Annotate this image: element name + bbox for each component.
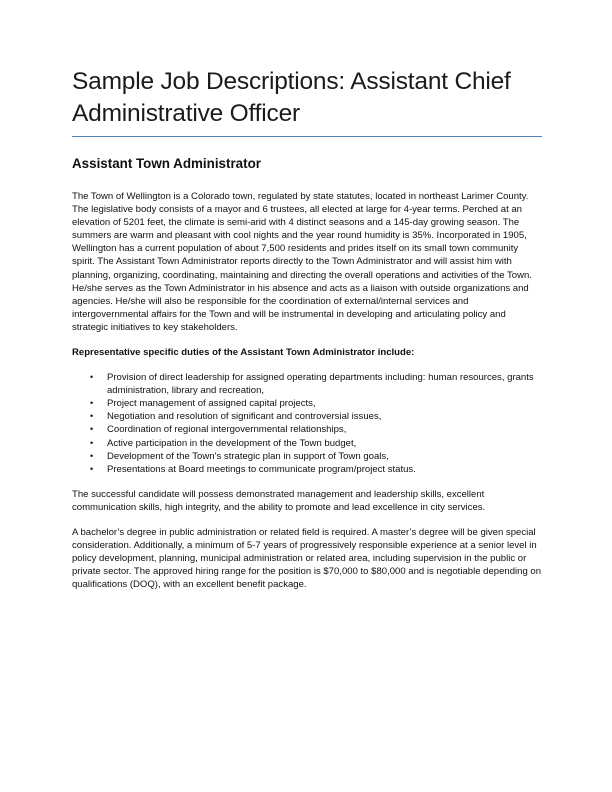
duty-text: Coordination of regional intergovernmental relationships, <box>107 424 347 436</box>
bullet-icon: • <box>90 450 94 461</box>
bullet-icon: • <box>90 437 94 448</box>
title-divider <box>72 136 542 137</box>
duty-text: Negotiation and resolution of significant and controversial issues, <box>107 411 382 423</box>
duty-text: Active participation in the development of the Town budget, <box>107 437 357 449</box>
duty-text: Presentations at Board meetings to communicate program/project status. <box>107 463 416 475</box>
document-title: Sample Job Descriptions: Assistant Chief Administrative Officer <box>72 68 511 127</box>
intro-paragraph: The Town of Wellington is a Colorado town, regulated by state statutes, located in northeast Larimer County. The legislative body consists of a mayor and 6 trustees, all elected at large for 4-year terms. Perched at an elevation of 5201 feet, the climate is semi-arid with 4 distinct seasons and a 145-day growing season. The summers are warm and pleasant with cool nights and the year round humidity is 35%. Incorporated in 1905, Wellington has a current population of about 7,500 residents and prides itself on its small town community spirit. The Assistant Town Administrator reports directly to the Town Administrator and will assist him with planning, organizing, coordinating, maintaining and directing the overall operations and activities of the Town. He/she serves as the Town Administrator in his absence and acts as a liaison with outside organizations and agencies. He/she will also be responsible for the coordination of external/internal services and intergovernmental affairs for the Town and will be instrumental in developing and articulating policy and strategic initiatives to key stakeholders. <box>72 191 532 333</box>
bullet-icon: • <box>90 398 94 409</box>
bullet-icon: • <box>90 463 94 474</box>
bullet-icon: • <box>90 411 94 422</box>
list-item <box>72 371 542 397</box>
bullet-icon: • <box>90 372 94 383</box>
candidate-paragraph: The successful candidate will possess demonstrated management and leadership skills, excellent communication skills, high integrity, and the ability to promote and lead excellence in city services. <box>72 488 486 513</box>
document-page <box>72 66 542 591</box>
requirements-paragraph: A bachelor’s degree in public administration or related field is required. A master’s degree will be given special consideration. Additionally, a minimum of 5-7 years of progressively responsible experience at a senior level in policy development, planning, municipal administration or related area, including supervision in the public or private sector. The approved hiring range for the position is $70,000 to $80,000 and is negotiable depending on qualifications (DOQ), with an excellent benefit package. <box>72 526 542 591</box>
list-item <box>72 437 542 450</box>
duties-heading: Representative specific duties of the Assistant Town Administrator include: <box>72 347 415 359</box>
list-item <box>72 423 542 436</box>
list-item <box>72 450 542 463</box>
list-item <box>72 410 542 423</box>
section-heading: Assistant Town Administrator <box>72 156 261 171</box>
bullet-icon: • <box>90 424 94 435</box>
duty-text: Project management of assigned capital projects, <box>107 398 316 410</box>
list-item <box>72 463 542 476</box>
duty-text: Development of the Town’s strategic plan in support of Town goals, <box>107 450 389 462</box>
list-item <box>72 397 542 410</box>
duties-list <box>72 371 542 476</box>
duty-text: Provision of direct leadership for assigned operating departments including: human resources, grants administration, library and recreation, <box>107 372 534 397</box>
